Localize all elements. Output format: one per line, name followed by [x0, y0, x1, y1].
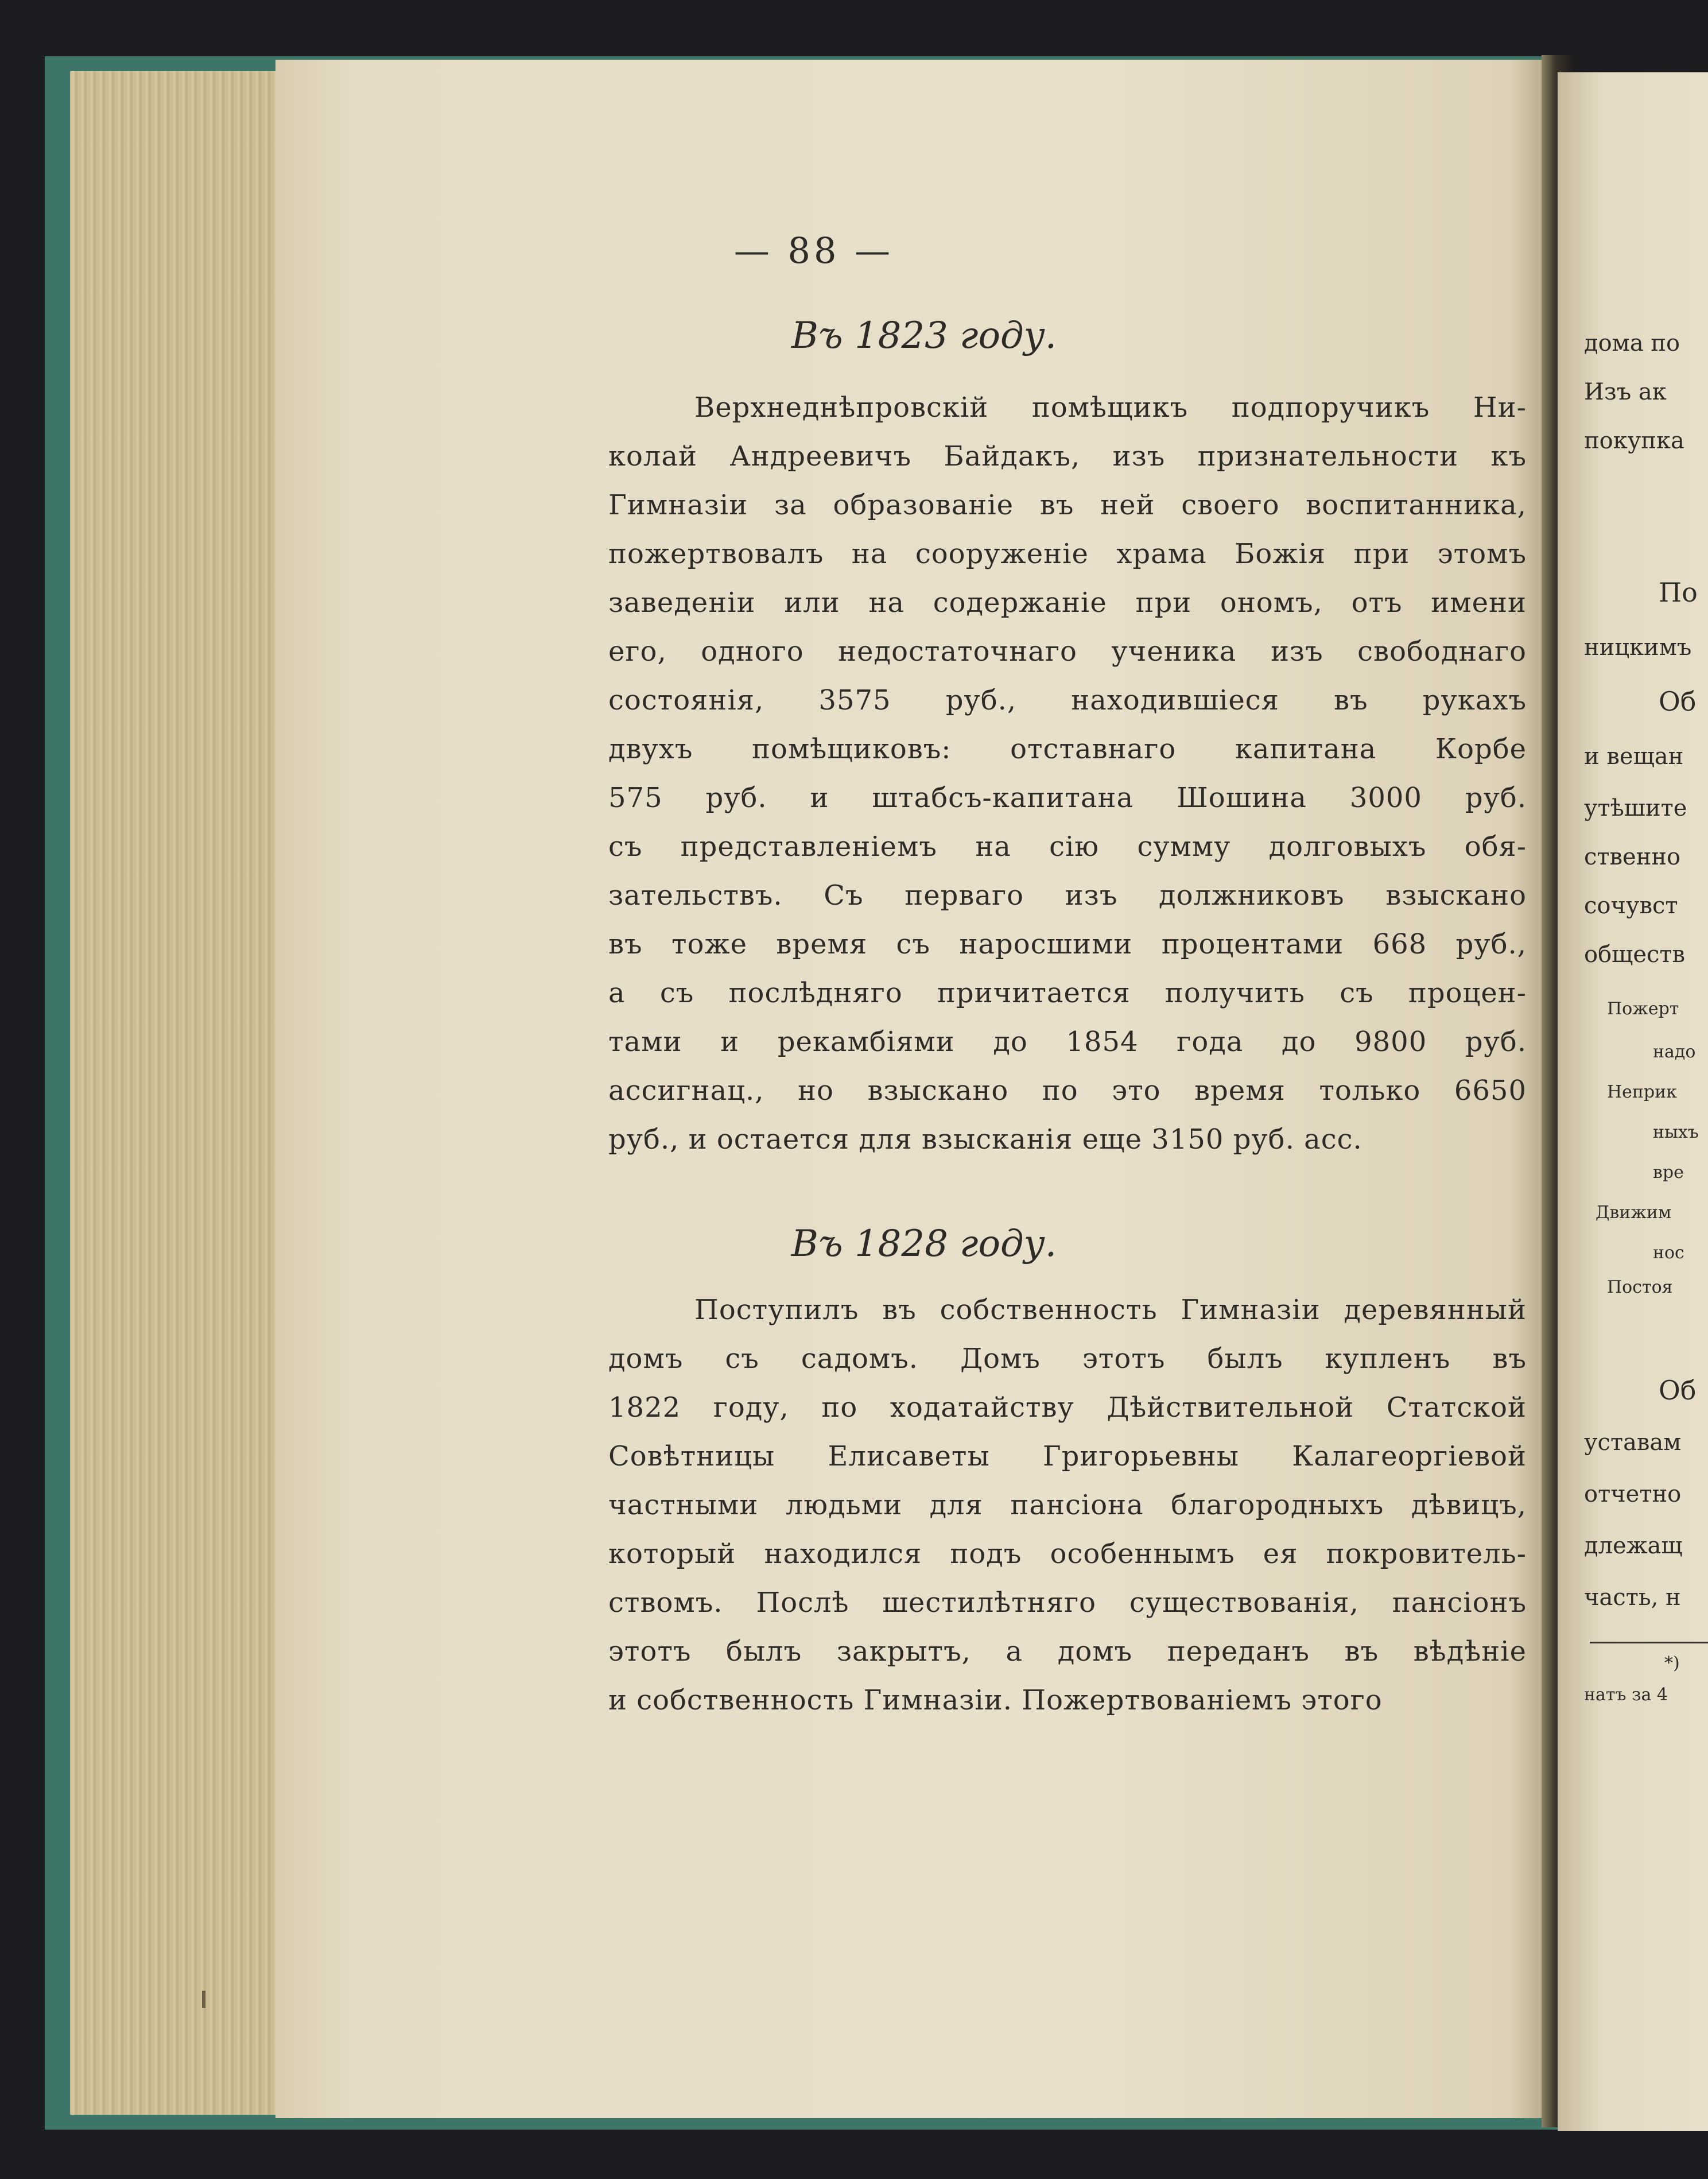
right-page-footnote: натъ за 4 — [1584, 1685, 1668, 1705]
text-line: пожертвовалъ на сооруженіе храма Божія при этомъ — [608, 538, 1527, 570]
right-page-line: дома по — [1584, 330, 1680, 356]
text-line: состоянія, 3575 руб., находившіеся въ рукахъ — [608, 684, 1527, 716]
text-line: зательствъ. Съ перваго изъ должниковъ взыскано — [608, 879, 1527, 912]
text-line: ассигнац., но взыскано по это время только 6650 — [608, 1075, 1527, 1107]
section-1823-paragraph — [608, 383, 1527, 1164]
text-line: тами и рекамбіями до 1854 года до 9800 руб. — [608, 1026, 1527, 1058]
text-line: который находился подъ особеннымъ ея покровитель- — [608, 1538, 1527, 1570]
right-page-line: Об — [1659, 1375, 1697, 1406]
right-page-line: ственно — [1584, 844, 1681, 870]
right-page-line: Об — [1659, 686, 1697, 717]
text-line: заведеніи или на содержаніе при ономъ, отъ имени — [608, 587, 1527, 619]
right-page-line: длежащ — [1584, 1533, 1683, 1559]
right-page-line: По — [1659, 577, 1698, 608]
section-heading-1823: Въ 1823 году. — [791, 315, 1057, 357]
text-line: Поступилъ въ собственность Гимназіи деревянный — [694, 1294, 1527, 1326]
right-page-line: уставам — [1584, 1429, 1682, 1456]
page-edges — [70, 71, 304, 2115]
text-line: 1822 году, по ходатайству Дѣйствительной Статской — [608, 1391, 1527, 1424]
right-page-line: Пожерт — [1607, 999, 1679, 1019]
text-line: а съ послѣдняго причитается получить съ процен- — [608, 977, 1527, 1009]
right-page-line: Неприк — [1607, 1082, 1677, 1102]
right-page-line: часть, н — [1584, 1584, 1681, 1611]
right-page-footnote: *) — [1664, 1653, 1680, 1673]
text-line: Совѣтницы Елисаветы Григорьевны Калагеоргіевой — [608, 1440, 1527, 1472]
right-page-line: Изъ ак — [1584, 379, 1667, 405]
right-page-line: сочувст — [1584, 893, 1678, 919]
text-line: съ представленіемъ на сію сумму долговыхъ обя- — [608, 831, 1527, 863]
right-page-line: утѣшите — [1584, 795, 1687, 821]
right-page-line: отчетно — [1584, 1481, 1682, 1507]
text-line: 575 руб. и штабсъ-капитана Шошина 3000 руб. — [608, 782, 1527, 814]
section-1828-paragraph — [608, 1286, 1527, 1725]
right-page-line: покупка — [1584, 428, 1684, 454]
text-line: его, одного недостаточнаго ученика изъ свободнаго — [608, 635, 1527, 668]
text-line: ствомъ. Послѣ шестилѣтняго существованія, пансіонъ — [608, 1587, 1527, 1619]
text-line: Гимназіи за образованіе въ ней своего воспитанника, — [608, 489, 1527, 521]
text-line: колай Андреевичъ Байдакъ, изъ признательности къ — [608, 440, 1527, 472]
text-line: домъ съ садомъ. Домъ этотъ былъ купленъ въ — [608, 1343, 1527, 1375]
text-line: и собственность Гимназіи. Пожертвованіемъ этого — [608, 1684, 1383, 1716]
section-heading-1828: Въ 1828 году. — [791, 1223, 1057, 1265]
text-line: въ тоже время съ наросшими процентами 668 руб., — [608, 928, 1527, 960]
right-page-line: Движим — [1596, 1203, 1672, 1223]
right-page-line: ныхъ — [1653, 1122, 1699, 1142]
text-line: двухъ помѣщиковъ: отставнаго капитана Корбе — [608, 733, 1527, 765]
text-line: частными людьми для пансіона благородныхъ дѣвицъ, — [608, 1489, 1527, 1521]
right-page-line: нос — [1653, 1243, 1684, 1263]
edge-mark — [202, 1991, 205, 2008]
text-line: Верхнеднѣпровскій помѣщикъ подпоручикъ Ни- — [694, 391, 1527, 424]
right-page-line: ницкимъ — [1584, 634, 1692, 661]
footnote-rule — [1590, 1642, 1708, 1643]
text-line: этотъ былъ закрытъ, а домъ переданъ въ вѣдѣніе — [608, 1635, 1527, 1668]
right-page-line: вре — [1653, 1162, 1684, 1182]
right-page-line: надо — [1653, 1042, 1696, 1062]
right-page-line: обществ — [1584, 941, 1686, 968]
right-page-line: Постоя — [1607, 1277, 1673, 1297]
page-number: — 88 — — [733, 230, 894, 272]
right-page-line: и вещан — [1584, 743, 1684, 770]
text-line: руб., и остается для взысканія еще 3150 руб. асс. — [608, 1123, 1362, 1156]
